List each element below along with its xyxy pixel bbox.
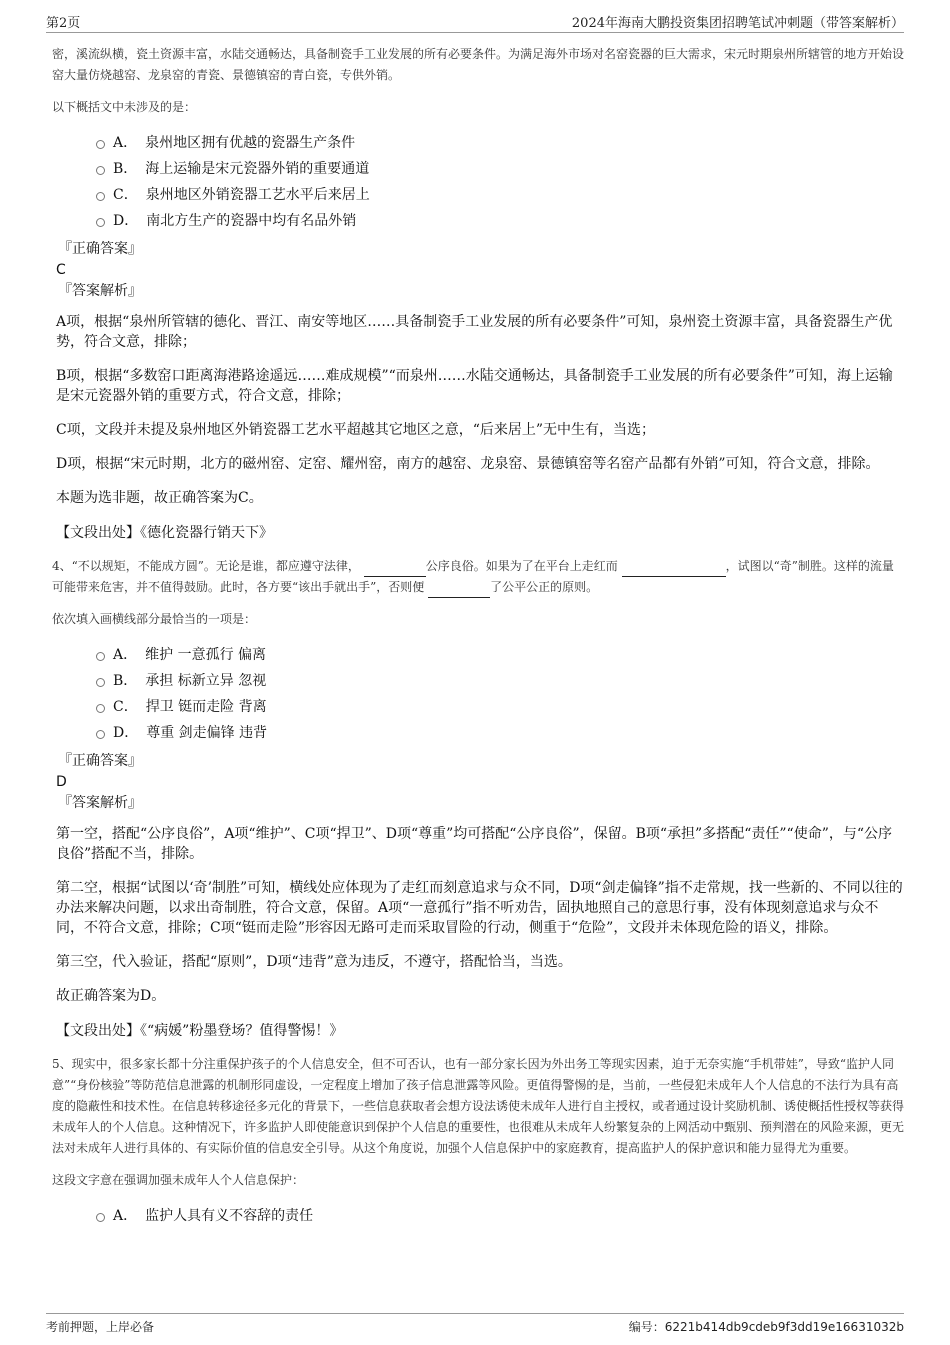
analysis-label: 『答案解析』: [58, 795, 142, 811]
question-passage: 密，溪流纵横，瓷土资源丰富，水陆交通畅达，具备制瓷手工业发展的所有必要条件。为满足海外市场对名窑瓷器的巨大需求，宋元时期泉州所辖管的地方开始设窑大量仿烧越窑、龙泉窑的青瓷、景德镇窑的青白瓷，专供外销。: [52, 47, 905, 82]
analysis-paragraph: 第三空，代入验证，搭配“原则”，D项“违背”意为违反，不遵守，搭配恰当，当选。: [56, 954, 572, 970]
radio-button[interactable]: [96, 652, 105, 661]
option-b[interactable]: B． 海上运输是宋元瓷器外销的重要通道: [96, 155, 904, 181]
radio-button[interactable]: [96, 140, 105, 149]
question-5: [52, 1054, 904, 1228]
document-body: [52, 44, 904, 1234]
analysis-paragraph: 第一空，搭配“公序良俗”，A项“维护”、C项“捍卫”、D项“尊重”均可搭配“公序良俗”，保留。B项“承担”多搭配“责任”“使命”，与“公序良俗”搭配不当，排除。: [56, 826, 893, 862]
source-citation: 【文段出处】《德化瓷器行销天下》: [56, 525, 273, 541]
radio-button[interactable]: [96, 730, 105, 739]
answer-label: 『正确答案』: [58, 753, 142, 769]
answer-label: 『正确答案』: [58, 241, 142, 257]
analysis-paragraph: D项，根据“宋元时期，北方的磁州窑、定窑、耀州窑，南方的越窑、龙泉窑、景德镇窑等名窑产品都有外销”可知，符合文意，排除。: [56, 456, 880, 472]
fill-blank-3: [428, 583, 490, 598]
option-list: [96, 129, 904, 233]
analysis-paragraph: A项，根据“泉州所管辖的德化、晋江、南安等地区……具备制瓷手工业发展的所有必要条件”可知，泉州瓷土资源丰富，具备瓷器生产优势，符合文意，排除；: [56, 314, 893, 350]
answer-value: D: [56, 774, 67, 790]
radio-button[interactable]: [96, 192, 105, 201]
fill-blank-2: [622, 562, 726, 577]
option-c[interactable]: C． 泉州地区外销瓷器工艺水平后来居上: [96, 181, 904, 207]
footer-slogan: 考前押题，上岸必备: [46, 1320, 155, 1334]
answer-value: C: [56, 262, 66, 278]
radio-button[interactable]: [96, 166, 105, 175]
question-prompt: 以下概括文中未涉及的是：: [52, 100, 197, 114]
question-prompt: 这段文字意在强调加强未成年人个人信息保护：: [52, 1173, 305, 1187]
question-stem: 4、“不以规矩，不能成方圆”。无论是谁，都应遵守法律， 公序良俗。如果为了在平台上走红而 ，试图以“奇”制胜。这样的流量可能带来危害，并不值得鼓励。此时，各方要“该出手就出手”，否则便 了公平公正的原则。: [52, 556, 904, 598]
question-3: [52, 44, 904, 542]
analysis-paragraph: B项，根据“多数窑口距离海港路途遥远……难成规模”“而泉州……水陆交通畅达，具备制瓷手工业发展的所有必要条件”可知，海上运输是宋元瓷器外销的重要方式，符合文意，排除；: [56, 368, 893, 404]
page-number: 第2页: [46, 16, 81, 31]
option-d[interactable]: D． 南北方生产的瓷器中均有名品外销: [96, 207, 904, 233]
radio-button[interactable]: [96, 1213, 105, 1222]
question-4: [52, 556, 904, 1040]
analysis-conclusion: 本题为选非题，故正确答案为C。: [56, 490, 263, 506]
analysis-paragraph: 第二空，根据“试图以‘奇’制胜”可知，横线处应体现为了走红而刻意追求与众不同，D项“剑走偏锋”指不走常规，找一些新的、不同以往的办法来解决问题，以求出奇制胜，符合文意，保留。A项“一意孤行”指不听劝告，固执地照自己的意思行事，没有体现刻意追求与众不同，不符合文意，排除；C项“铤而走险”形容因无路可走而采取冒险的行动，侧重于“危险”，文段并未体现危险的语义，排除。: [56, 880, 903, 936]
option-c[interactable]: C． 捍卫 铤而走险 背离: [96, 693, 904, 719]
question-prompt: 依次填入画横线部分最恰当的一项是：: [52, 612, 257, 626]
option-b[interactable]: B． 承担 标新立异 忽视: [96, 667, 904, 693]
option-a[interactable]: A． 维护 一意孤行 偏离: [96, 641, 904, 667]
option-d[interactable]: D． 尊重 剑走偏锋 违背: [96, 719, 904, 745]
option-list: [96, 641, 904, 745]
option-a[interactable]: A． 泉州地区拥有优越的瓷器生产条件: [96, 129, 904, 155]
analysis-conclusion: 故正确答案为D。: [56, 988, 166, 1004]
radio-button[interactable]: [96, 678, 105, 687]
option-list: [96, 1202, 904, 1228]
radio-button[interactable]: [96, 704, 105, 713]
fill-blank-1: [364, 562, 426, 577]
question-stem: 5、现实中，很多家长都十分注重保护孩子的个人信息安全，但不可否认，也有一部分家长因为外出务工等现实因素，迫于无奈实施“手机带娃”，导致“监护人同意”“身份核验”等防范信息泄露的机制形同虚设，一定程度上增加了孩子信息泄露等风险。更值得警惕的是，当前，一些侵犯未成年人个人信息的不法行为具有高度的隐蔽性和技术性。在信息转移途径多元化的背景下，一些信息获取者会想方设法诱使未成年人进行自主授权，或者通过设计奖励机制、诱使概括性授权等获得未成年人的个人信息。这种情况下，许多监护人即使能意识到保护个人信息的重要性，也很难从未成年人纷繁复杂的上网活动中甄别、预判潜在的风险来源，更无法对未成年人进行具体的、有实际价值的信息安全引导。从这个角度说，加强个人信息保护中的家庭教育，提高监护人的保护意识和能力显得尤为重要。: [52, 1057, 905, 1155]
analysis-paragraph: C项，文段并未提及泉州地区外销瓷器工艺水平超越其它地区之意，“后来居上”无中生有，当选；: [56, 422, 656, 438]
option-a[interactable]: A． 监护人具有义不容辞的责任: [96, 1202, 904, 1228]
document-code: 编号：6221b414db9cdeb9f3dd19e16631032b: [628, 1320, 904, 1334]
radio-button[interactable]: [96, 218, 105, 227]
page-header: [46, 10, 904, 33]
source-citation: 【文段出处】《“病媛”粉墨登场？值得警惕！》: [56, 1023, 344, 1039]
page-footer: [46, 1313, 904, 1334]
document-title: 2024年海南大鹏投资集团招聘笔试冲刺题（带答案解析）: [571, 16, 904, 31]
analysis-label: 『答案解析』: [58, 283, 142, 299]
